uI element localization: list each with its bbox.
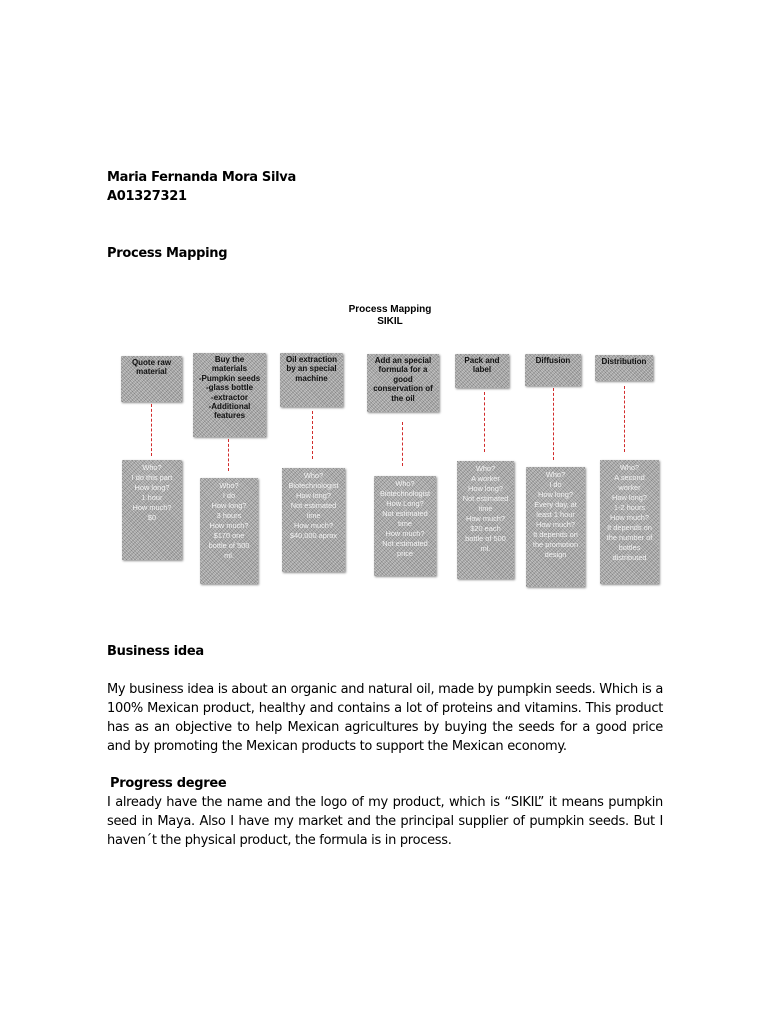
step-3-detail: Who? bbox=[303, 471, 324, 480]
step-5-detail: time bbox=[478, 504, 493, 513]
step-1-connector bbox=[151, 404, 153, 456]
step-1-detail: How long? bbox=[134, 483, 170, 492]
step-7-detail: worker bbox=[618, 483, 641, 492]
step-7-detail: the number of bbox=[606, 533, 653, 542]
step-4-detail: price bbox=[396, 549, 414, 558]
step-6-detail: Every day, at bbox=[534, 500, 577, 509]
step-3-detail: Biotechnologist bbox=[288, 481, 339, 490]
diagram-title bbox=[107, 304, 673, 328]
step-4-label: formula for a bbox=[378, 365, 428, 375]
business-idea-heading: Business idea bbox=[107, 644, 204, 659]
step-2-label: materials bbox=[211, 364, 248, 374]
step-5-label: label bbox=[472, 365, 492, 375]
process-diagram bbox=[107, 296, 673, 596]
step-7-detail: How long? bbox=[612, 493, 647, 502]
step-2-label: features bbox=[213, 411, 246, 421]
step-6-connector bbox=[553, 388, 555, 460]
process-mapping-heading: Process Mapping bbox=[107, 246, 228, 261]
step-1-label-box bbox=[121, 356, 182, 402]
step-4-detail: Who? bbox=[395, 479, 415, 488]
step-6-detail: Who? bbox=[545, 470, 566, 479]
step-3-label-box bbox=[280, 353, 343, 407]
step-6-details-box bbox=[526, 467, 585, 587]
step-4-connector bbox=[402, 422, 404, 466]
step-2-label: -Additional bbox=[208, 402, 251, 412]
step-5-label-box bbox=[455, 354, 509, 388]
step-7-label: Distribution bbox=[601, 357, 647, 366]
step-6-label: Diffusion bbox=[535, 356, 571, 365]
step-6-detail: It depends on bbox=[533, 530, 578, 539]
business-idea-paragraph: My business idea is about an organic and natural oil, made by pumpkin seeds. Which is a 100% Mexican product, healthy and contains a lot of proteins and vitamins. This product has as an objective to help Mexican agricultures by buying the seeds for a good price and by promoting the Mexican products to support the Mexican economy. bbox=[107, 682, 664, 754]
step-3-detail: How long? bbox=[296, 491, 331, 500]
step-6-detail: How much? bbox=[535, 520, 576, 529]
step-7-detail: How much? bbox=[609, 513, 650, 522]
step-6-detail: least 1 hour bbox=[536, 510, 575, 519]
step-6-detail: design bbox=[544, 550, 567, 559]
step-4-detail: How much? bbox=[385, 529, 425, 538]
step-1-detail: I do this part bbox=[131, 473, 173, 482]
step-7-detail: A second bbox=[614, 473, 645, 482]
step-4-label-box bbox=[367, 354, 439, 412]
step-2-detail: How long? bbox=[211, 501, 247, 510]
step-2-detail: $170 one bbox=[213, 531, 245, 540]
step-5-detail: A worker bbox=[471, 474, 500, 483]
step-4-label: Add an special bbox=[374, 356, 432, 365]
step-5-details-box bbox=[457, 461, 514, 579]
step-7-detail: Who? bbox=[619, 463, 640, 472]
step-7-connector bbox=[624, 386, 626, 452]
step-7-label-box bbox=[595, 355, 653, 381]
author-name: Maria Fernanda Mora Silva bbox=[107, 170, 296, 185]
diagram-title-line2: SIKIL bbox=[377, 316, 403, 327]
step-3-detail: $40,000 aprox bbox=[289, 531, 338, 540]
step-7-detail: bottles bbox=[618, 543, 641, 552]
step-3-label: machine bbox=[295, 373, 328, 383]
step-2-label: Buy the bbox=[214, 355, 245, 364]
step-5-detail: bottle of 500 bbox=[465, 534, 506, 543]
progress-degree-paragraph: I already have the name and the logo of my product, which is “SIKIL” it means pumpkin seed in Maya. Also I have my market and the principal supplier of pumpkin seeds. But I haven´t the physical product, the formula is in process. bbox=[107, 795, 663, 848]
step-1-label: material bbox=[136, 367, 167, 377]
diagram-title-line1: Process Mapping bbox=[348, 304, 432, 315]
step-7-detail: 1-2 hours bbox=[613, 503, 646, 512]
step-5-connector bbox=[484, 392, 486, 452]
step-5-detail: Not estimated bbox=[462, 494, 509, 503]
step-2-connector bbox=[228, 439, 230, 471]
step-5-detail: How long? bbox=[468, 484, 503, 493]
step-5-detail: ml. bbox=[480, 544, 491, 553]
step-3-label: Oil extraction bbox=[285, 355, 338, 364]
step-3-detail: Not estimated bbox=[290, 501, 337, 510]
step-7-details-box bbox=[600, 460, 659, 584]
step-2-detail: bottle of 500 bbox=[208, 541, 250, 550]
step-4-detail: How Long? bbox=[386, 499, 424, 508]
step-4-detail: Not estimated bbox=[382, 539, 428, 548]
step-2-detail: I do bbox=[222, 491, 236, 500]
step-3-detail: How much? bbox=[293, 521, 334, 530]
step-4-label: good bbox=[393, 374, 413, 384]
step-2-label-box bbox=[193, 353, 266, 437]
step-3-label: by an special bbox=[286, 364, 337, 374]
step-2-details-box bbox=[200, 478, 258, 584]
step-2-label: -Pumpkin seeds bbox=[198, 373, 261, 383]
step-2-detail: 3 hours bbox=[216, 511, 242, 520]
step-1-details-box bbox=[122, 460, 182, 560]
step-1-detail: How much? bbox=[132, 503, 172, 512]
step-6-detail: I do bbox=[549, 480, 562, 489]
step-4-label: conservation of bbox=[373, 384, 433, 394]
step-2-detail: ml. bbox=[224, 551, 234, 560]
step-2-detail: How much? bbox=[209, 521, 249, 530]
progress-degree-heading: Progress degree bbox=[110, 776, 227, 791]
student-id: A01327321 bbox=[107, 189, 187, 204]
step-1-detail: Who? bbox=[142, 463, 162, 472]
step-4-detail: time bbox=[398, 519, 412, 528]
step-2-detail: Who? bbox=[219, 481, 239, 490]
step-6-detail: the promotion bbox=[532, 540, 579, 549]
step-3-connector bbox=[312, 411, 314, 459]
step-2-label: -extractor bbox=[211, 392, 248, 402]
step-7-detail: It depends on bbox=[607, 523, 652, 532]
step-4-details-box bbox=[374, 476, 436, 576]
step-5-detail: Who? bbox=[475, 464, 496, 473]
step-2-label: -glass bottle bbox=[205, 383, 254, 393]
step-6-detail: How long? bbox=[538, 490, 573, 499]
step-3-details-box bbox=[282, 468, 345, 572]
step-5-label: Pack and bbox=[464, 356, 500, 365]
step-5-detail: How much? bbox=[465, 514, 506, 523]
step-4-label: the oil bbox=[391, 393, 415, 403]
step-1-label: Quote raw bbox=[131, 358, 172, 367]
step-1-detail: 1 hour bbox=[141, 493, 163, 502]
step-6-label-box bbox=[525, 354, 581, 386]
step-4-detail: Biotechnologist bbox=[379, 489, 431, 498]
step-1-detail: $0 bbox=[147, 513, 157, 522]
step-4-detail: Not estimated bbox=[382, 509, 428, 518]
step-5-detail: $20 each bbox=[470, 524, 501, 533]
step-7-detail: distributed bbox=[612, 553, 647, 562]
step-3-detail: time bbox=[306, 511, 321, 520]
